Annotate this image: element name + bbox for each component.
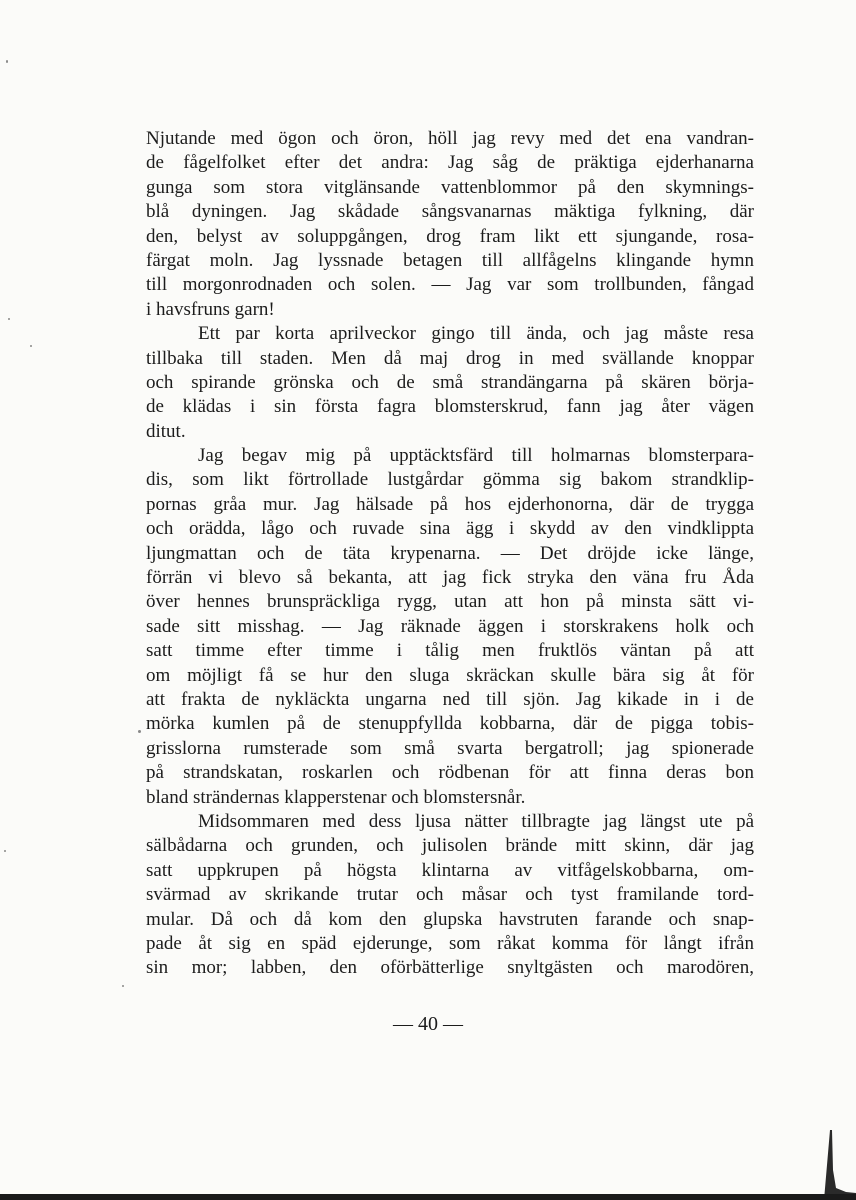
text-line: sade sitt misshag. — Jag räknade äggen i storskrakens holk och <box>146 615 754 637</box>
text-line: den, belyst av soluppgången, drog fram likt ett sjungande, rosa- <box>146 225 754 247</box>
text-line: grisslorna rumsterade som små svarta bergatroll; jag spionerade <box>146 737 754 759</box>
text-line: bland strändernas klapperstenar och blomstersnår. <box>146 786 526 808</box>
paper-speck <box>30 345 32 347</box>
text-line: blå dyningen. Jag skådade sångsvanarnas mäktiga fylkning, där <box>146 201 754 223</box>
text-line: om möjligt få se hur den sluga skräckan skulle bära sig åt för <box>146 664 754 686</box>
text-line: pornas gråa mur. Jag hälsade på hos ejderhonorna, där de trygga <box>146 493 754 515</box>
paper-speck <box>122 985 124 987</box>
text-line: Njutande med ögon och öron, höll jag revy med det ena vandran- <box>146 128 754 149</box>
text-line: de fågelfolket efter det andra: Jag såg de präktiga ejderhanarna <box>146 152 754 174</box>
text-line: och orädda, lågo och ruvade sina ägg i skydd av den vindklippta <box>146 518 754 540</box>
text-line: sin mor; labben, den oförbätterlige snyltgästen och marodören, <box>146 957 754 979</box>
text-line: satt uppkrupen på högsta klintarna av vitfågelskobbarna, om- <box>146 859 754 881</box>
page-corner-shadow <box>816 1130 856 1200</box>
text-line: till morgonrodnaden och solen. — Jag var som trollbunden, fångad <box>146 274 754 296</box>
paper-speck <box>138 730 141 733</box>
text-line: ditut. <box>146 420 186 442</box>
text-line: över hennes brunspräckliga rygg, utan att hon på minsta sätt vi- <box>146 591 754 613</box>
text-line: de klädas i sin första fagra blomsterskrud, fann jag åter vägen <box>146 396 754 418</box>
paper-speck <box>8 318 10 320</box>
text-line: gunga som stora vitglänsande vattenblommor på den skymnings- <box>146 176 754 198</box>
text-line: pade åt sig en späd ejderunge, som råkat komma för långt ifrån <box>146 932 754 954</box>
paper-speck <box>6 60 8 63</box>
text-line: satt timme efter timme i tålig men fruktlös väntan på att <box>146 640 754 662</box>
text-line: färgat moln. Jag lyssnade betagen till allfågelns klingande hymn <box>146 249 754 271</box>
text-line: att frakta de nykläckta ungarna ned till sjön. Jag kikade in i de <box>146 688 754 710</box>
text-line: svärmad av skrikande trutar och måsar och tyst framilande tord- <box>146 884 754 906</box>
text-line: och spirande grönska och de små strandängarna på skären börja- <box>146 371 754 393</box>
text-line: mörka kumlen på de stenuppfyllda kobbarna, där de pigga tobis- <box>146 713 754 735</box>
text-line: i havsfruns garn! <box>146 298 275 320</box>
text-line: sälbådarna och grunden, och julisolen brände mitt skinn, där jag <box>146 835 754 857</box>
paper-speck <box>4 850 6 852</box>
text-line: mular. Då och då kom den glupska havstruten farande och snap- <box>146 908 754 930</box>
text-line: Midsommaren med dess ljusa nätter tillbragte jag längst ute på <box>198 810 754 832</box>
text-line: Jag begav mig på upptäcktsfärd till holmarnas blomsterpara- <box>198 445 754 467</box>
body-text <box>146 127 754 981</box>
text-line: dis, som likt förtrollade lustgårdar gömma sig bakom strandklip- <box>146 469 754 491</box>
text-line: Ett par korta aprilveckor gingo till ända, och jag måste resa <box>198 323 754 345</box>
text-line: förrän vi blevo så bekanta, att jag fick stryka den väna fru Åda <box>146 567 754 589</box>
scan-edge <box>0 1194 856 1200</box>
page-number: — 40 — <box>393 1013 463 1035</box>
text-line: på strandskatan, roskarlen och rödbenan för att finna deras bon <box>146 762 754 784</box>
text-line: ljungmattan och de täta krypenarna. — Det dröjde icke länge, <box>146 542 754 564</box>
text-line: tillbaka till staden. Men då maj drog in med svällande knoppar <box>146 347 754 369</box>
